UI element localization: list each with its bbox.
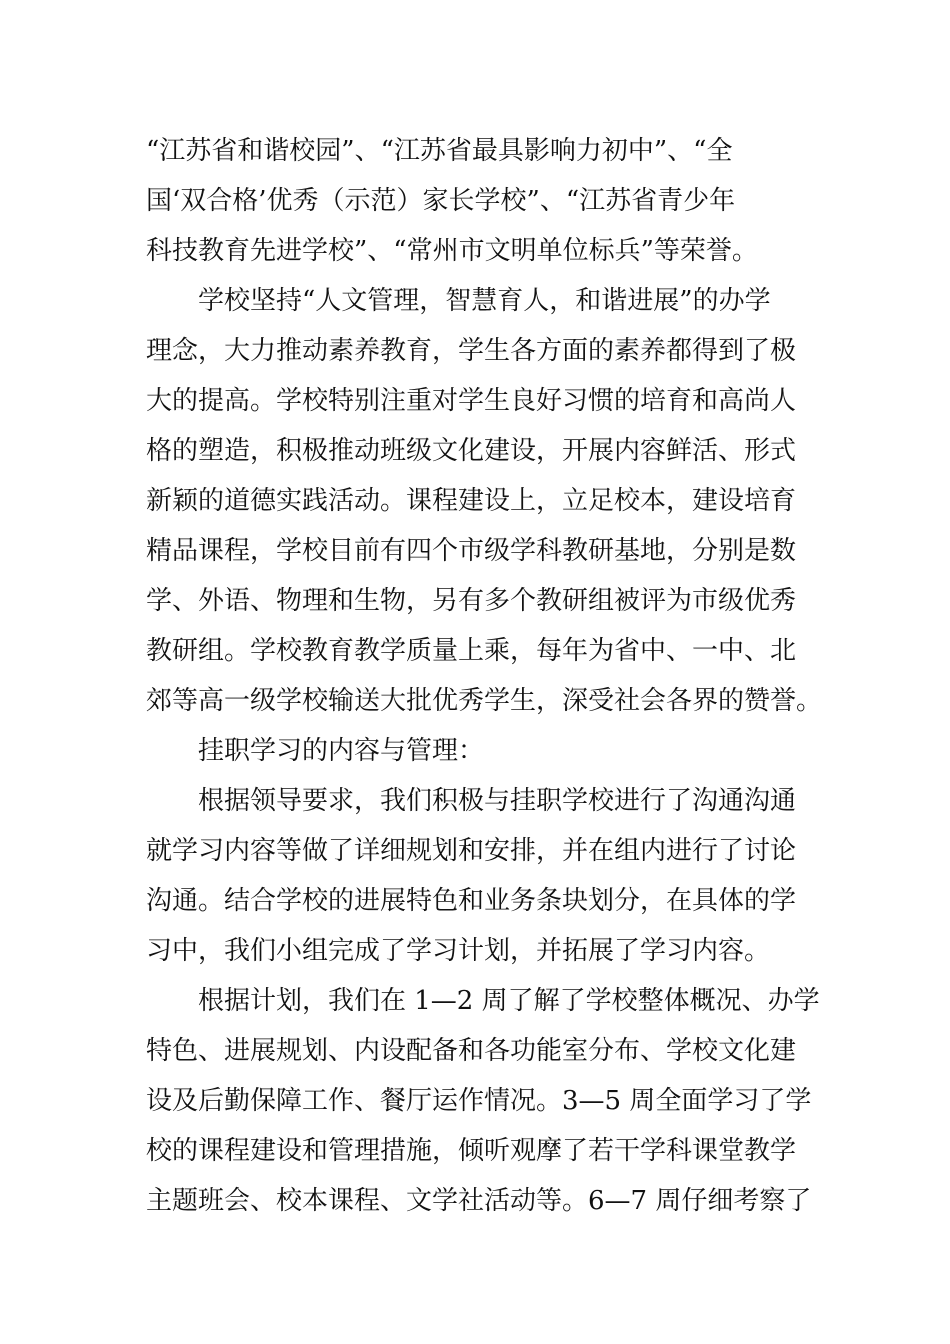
text-line: 主题班会、校本课程、文学社活动等。6—7 周仔细考察了 (146, 1186, 812, 1216)
document-body (146, 126, 823, 1226)
text-line: “江苏省和谐校园”、“江苏省最具影响力初中”、“全 (146, 136, 733, 166)
text-line: 郊等高一级学校输送大批优秀学生，深受社会各界的赞誉。 (146, 686, 823, 716)
text-line: 校的课程建设和管理措施，倾听观摩了若干学科课堂教学 (146, 1136, 797, 1166)
text-line: 根据领导要求，我们积极与挂职学校进行了沟通沟通 (146, 786, 797, 816)
text-line: 根据计划，我们在 1—2 周了解了学校整体概况、办学 (146, 986, 820, 1016)
text-line: 沟通。结合学校的进展特色和业务条块划分，在具体的学 (146, 886, 797, 916)
text-line: 设及后勤保障工作、餐厅运作情况。3—5 周全面学习了学 (146, 1086, 812, 1116)
text-line: 国‘双合格’优秀（示范）家长学校”、“江苏省青少年 (146, 186, 736, 216)
text-line: 特色、进展规划、内设配备和各功能室分布、学校文化建 (146, 1036, 797, 1066)
text-line: 学、外语、物理和生物，另有多个教研组被评为市级优秀 (146, 586, 797, 616)
text-line: 理念，大力推动素养教育，学生各方面的素养都得到了极 (146, 336, 797, 366)
text-line: 就学习内容等做了详细规划和安排，并在组内进行了讨论 (146, 836, 797, 866)
text-line: 科技教育先进学校”、“常州市文明单位标兵”等荣誉。 (146, 236, 758, 266)
section-heading: 挂职学习的内容与管理： (146, 736, 485, 766)
text-line: 教研组。学校教育教学质量上乘，每年为省中、一中、北 (146, 636, 797, 666)
text-line: 格的塑造，积极推动班级文化建设，开展内容鲜活、形式 (146, 436, 797, 466)
text-line: 新颖的道德实践活动。课程建设上，立足校本，建设培育 (146, 486, 797, 516)
text-line: 学校坚持“人文管理，智慧育人，和谐进展”的办学 (146, 286, 771, 316)
text-line: 精品课程，学校目前有四个市级学科教研基地，分别是数 (146, 536, 797, 566)
text-line: 习中，我们小组完成了学习计划，并拓展了学习内容。 (146, 936, 771, 966)
text-line: 大的提高。学校特别注重对学生良好习惯的培育和高尚人 (146, 386, 797, 416)
